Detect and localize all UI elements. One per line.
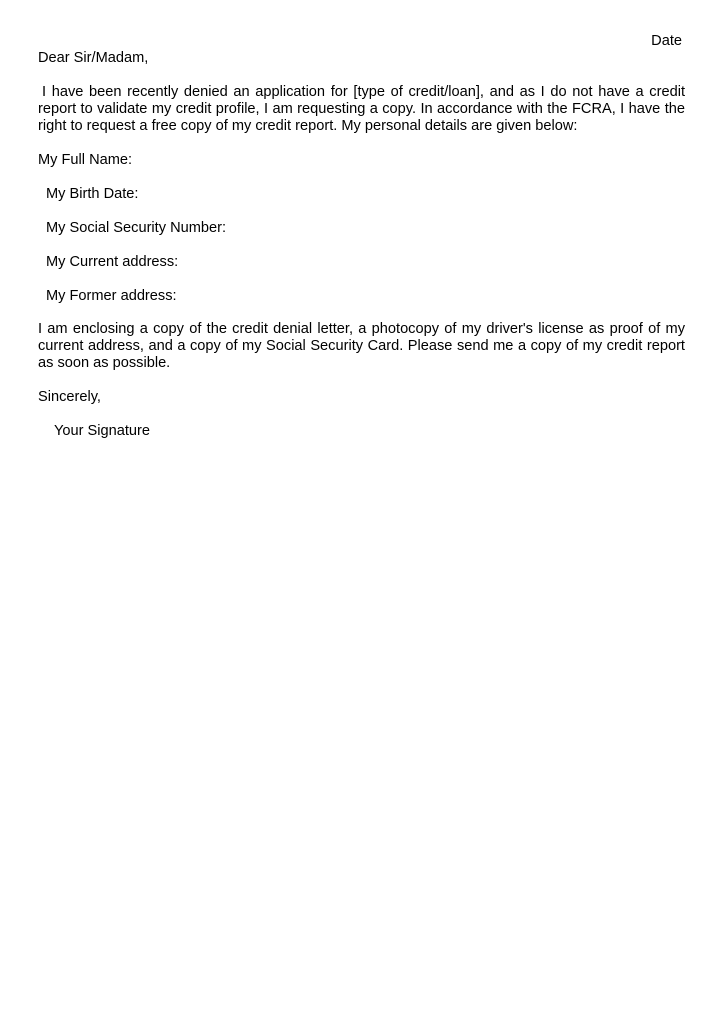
signature: Your Signature xyxy=(54,423,151,439)
field-full-name: My Full Name: xyxy=(38,152,133,168)
date-label: Date xyxy=(651,33,682,49)
field-birth-date: My Birth Date: xyxy=(46,186,139,202)
salutation: Dear Sir/Madam, xyxy=(38,50,149,66)
field-social-security-number: My Social Security Number: xyxy=(46,220,227,236)
intro-paragraph: I have been recently denied an application for [type of credit/loan], and as I do not have a credit report to validate my credit profile, I am requesting a copy. In accordance with the FCRA, I have the right to request a free copy of my credit report. My personal details are given below: xyxy=(38,84,685,134)
field-current-address: My Current address: xyxy=(46,254,179,270)
field-former-address: My Former address: xyxy=(46,288,177,304)
enclosure-paragraph: I am enclosing a copy of the credit denial letter, a photocopy of my driver's license as proof of my current address, and a copy of my Social Security Card. Please send me a copy of my credit report as soon as possible. xyxy=(38,321,685,371)
closing: Sincerely, xyxy=(38,389,101,405)
